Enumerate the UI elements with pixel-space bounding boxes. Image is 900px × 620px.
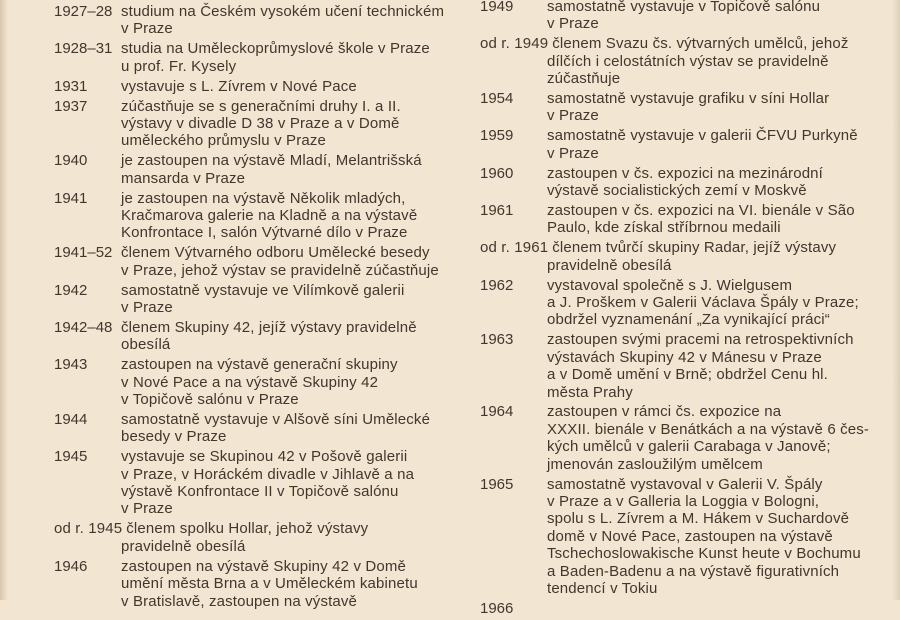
entry-year: 1941–52 — [54, 244, 113, 262]
entry-line: Paulo, kde získal stříbrnou medaili — [547, 219, 781, 237]
chronology-entry — [480, 165, 900, 200]
entry-line: zastoupen v rámci čs. expozice na — [547, 403, 782, 421]
entry-year: 1963 — [480, 331, 514, 349]
chronology-entry — [54, 78, 474, 95]
entry-text — [121, 319, 474, 354]
entry-text — [547, 90, 900, 125]
entry-line: dílčích i celostátních výstav se pravidelně — [547, 52, 829, 70]
entry-line: XXXII. bienále v Benátkách a na výstavě 6 čes- — [547, 420, 870, 438]
entry-line: výstavách Skupiny 42 v Mánesu v Praze — [547, 348, 822, 366]
chronology-entry — [54, 40, 474, 75]
chronology-entry — [54, 3, 474, 38]
chronology-entry — [480, 90, 900, 125]
entry-line: tendencí v Tokiu — [547, 580, 658, 597]
entry-line: studium na Českém vysokém učení technickém — [121, 3, 445, 20]
entry-line: výstavě socialistických zemí v Moskvě — [547, 182, 807, 200]
entry-line: je zastoupen na výstavě Mladí, Melantrišská — [121, 152, 422, 170]
entry-line: samostatně vystavuje ve Vilímkově galerii — [121, 281, 405, 299]
entry-line: zúčastňuje — [547, 70, 621, 88]
entry-year: od r. 1945 — [54, 520, 123, 538]
entry-line: členem Skupiny 42, jejíž výstavy pravidelně — [121, 318, 417, 336]
entry-line: zastoupen na výstavě Skupiny 42 v Domě — [121, 557, 407, 575]
entry-year: 1949 — [480, 0, 514, 15]
entry-year: 1942 — [54, 281, 88, 299]
entry-line: v Praze — [121, 20, 173, 38]
chronology-entry — [480, 202, 900, 237]
entry-text — [121, 40, 474, 75]
chronology-entry — [54, 520, 474, 555]
entry-text — [480, 35, 900, 88]
entry-line: vystavuje s L. Zívrem v Nové Pace — [121, 77, 357, 95]
entry-line: Konfrontace I, salón Výtvarné dílo v Praze — [121, 224, 408, 242]
entry-line: Tschechoslowakische Kunst heute v Bochumu — [547, 545, 861, 563]
entry-text — [547, 277, 900, 329]
entry-text — [547, 202, 900, 237]
entry-text — [121, 558, 474, 610]
entry-line: domě v Nové Pace, zastoupen na výstavě — [547, 527, 833, 545]
entry-line: mansarda v Praze — [121, 169, 246, 187]
entry-line: a Baden-Badenu a na výstavě figurativních — [547, 562, 840, 580]
entry-text — [54, 520, 474, 555]
entry-year: 1937 — [54, 97, 88, 115]
entry-first-line — [480, 239, 900, 256]
entry-text — [547, 476, 900, 598]
entry-text — [547, 600, 900, 617]
chronology-entry — [480, 476, 900, 598]
entry-line: spolu s L. Zívrem a M. Hákem v Suchardově — [547, 510, 850, 528]
entry-line: členem spolku Hollar, jehož výstavy — [126, 520, 369, 538]
entry-line: členem Svazu čs. výtvarných umělců, jehož — [552, 35, 849, 53]
entry-line: členem tvůrčí skupiny Radar, jejíž výstavy — [552, 239, 837, 257]
entry-line: v Nové Pace a na výstavě Skupiny 42 — [121, 373, 379, 391]
chronology-entry — [54, 411, 474, 446]
entry-line: v Topičově salónu v Praze — [121, 391, 299, 409]
entry-text — [121, 282, 474, 317]
chronology-entry — [480, 331, 900, 401]
entry-text — [121, 78, 474, 95]
entry-text — [547, 403, 900, 473]
entry-line: v Praze a v Galleria la Loggia v Bologni, — [547, 492, 820, 510]
chronology-entry — [480, 600, 900, 617]
entry-line: Kračmarova galerie na Kladně a na výstavě — [121, 206, 418, 224]
chronology-left-column — [54, 3, 474, 612]
entry-text — [121, 190, 474, 242]
chronology-entry — [480, 35, 900, 87]
entry-line: zastoupen v čs. expozici na VI. bienále v São — [547, 201, 855, 219]
entry-line: studia na Uměleckoprůmyslové škole v Praze — [121, 40, 430, 58]
entry-year: 1940 — [54, 152, 88, 170]
entry-line: a J. Proškem v Galerii Václava Špály v Praze; — [547, 294, 859, 311]
entry-line: kých umělců v galerii Carabaga v Janově; — [547, 438, 831, 456]
entry-year: od r. 1961 — [480, 239, 549, 257]
entry-text — [121, 411, 474, 446]
entry-line: u prof. Fr. Kysely — [121, 57, 237, 75]
entry-line: jmenován zasloužilým umělcem — [547, 455, 763, 473]
chronology-entry — [54, 319, 474, 354]
entry-line: samostatně vystavoval v Galerii V. Špály — [547, 475, 823, 493]
chronology-entry — [480, 0, 900, 33]
entry-year: 1942–48 — [54, 318, 113, 336]
entry-line: v Praze — [121, 500, 173, 518]
entry-line: vystavoval společně s J. Wielgusem — [547, 276, 793, 294]
entry-line: zastoupen v čs. expozici na mezinárodní — [547, 164, 823, 182]
entry-text — [121, 448, 474, 518]
chronology-entry — [54, 448, 474, 518]
entry-text — [547, 331, 900, 401]
entry-line: a v Domě umění v Brně; obdržel Cenu hl. — [547, 366, 828, 384]
entry-year: 1959 — [480, 127, 514, 145]
entry-line: výstavy v divadle D 38 v Praze a v Domě — [121, 114, 400, 132]
entry-line: města Prahy — [547, 383, 633, 401]
entry-line: v Praze — [547, 15, 599, 33]
chronology-right-column — [480, 0, 900, 620]
entry-line: je zastoupen na výstavě Několik mladých, — [121, 189, 406, 207]
entry-text — [121, 98, 474, 150]
entry-line: v Praze, jehož výstav se pravidelně zúčastňuje — [121, 261, 439, 279]
entry-year: 1931 — [54, 77, 88, 95]
chronology-entry — [54, 152, 474, 187]
entry-year: 1966 — [480, 599, 514, 617]
entry-line: obesílá — [121, 336, 171, 354]
entry-line: samostatně vystavuje v Topičově salónu — [547, 0, 821, 15]
entry-line: samostatně vystavuje v Alšově síni Umělecké — [121, 410, 431, 428]
entry-line: v Praze, v Horáckém divadle v Jihlavě a na — [121, 465, 415, 483]
entry-line: besedy v Praze — [121, 428, 227, 446]
entry-line: samostatně vystavuje grafiku v síni Hollar — [547, 90, 830, 108]
entry-text — [121, 356, 474, 408]
entry-year: 1944 — [54, 410, 88, 428]
entry-year: 1927–28 — [54, 3, 113, 20]
chronology-entry — [54, 244, 474, 279]
entry-line: v Praze — [121, 299, 173, 316]
chronology-entry — [480, 403, 900, 473]
chronology-entry — [54, 282, 474, 317]
entry-year: 1961 — [480, 201, 514, 219]
entry-text — [121, 152, 474, 187]
entry-line: zastoupen na výstavě generační skupiny — [121, 356, 398, 374]
chronology-entry — [54, 98, 474, 150]
entry-line: v Bratislavě, zastoupen na výstavě — [121, 592, 358, 610]
entry-first-line — [480, 35, 900, 52]
entry-year: 1964 — [480, 403, 514, 421]
entry-line: v Praze — [547, 144, 599, 162]
entry-line: samostatně vystavuje v galerii ČFVU Purkyně — [547, 127, 858, 145]
entry-line: umění města Brna a v Uměleckém kabinetu — [121, 575, 418, 593]
chronology-entry — [54, 190, 474, 242]
page-edge-shadow-left — [0, 0, 8, 600]
entry-text — [547, 165, 900, 200]
entry-line: pravidelně obesílá — [121, 537, 246, 555]
chronology-entry — [480, 127, 900, 162]
entry-year: 1954 — [480, 90, 514, 108]
entry-line: pravidelně obesílá — [547, 256, 672, 274]
entry-line: členem Výtvarného odboru Umělecké besedy — [121, 244, 430, 262]
entry-text — [547, 0, 900, 33]
entry-line: uměleckého průmyslu v Praze — [121, 132, 326, 150]
entry-year: 1945 — [54, 448, 88, 466]
entry-line: obdržel vyznamenání „Za vynikající práci“ — [547, 311, 830, 329]
entry-line: výstavě Konfrontace II v Topičově salónu — [121, 483, 399, 501]
entry-line: zastoupen svými pracemi na retrospektivních — [547, 331, 854, 349]
chronology-entry — [54, 356, 474, 408]
entry-line: vystavuje se Skupinou 42 v Pošově galerii — [121, 448, 408, 466]
entry-text — [121, 3, 474, 38]
entry-year: 1960 — [480, 164, 514, 182]
chronology-entry — [54, 558, 474, 610]
entry-line: v Praze — [547, 107, 599, 125]
entry-year: 1946 — [54, 557, 88, 575]
entry-year: 1962 — [480, 276, 514, 294]
entry-year: 1943 — [54, 356, 88, 374]
entry-year: 1941 — [54, 189, 88, 207]
entry-text — [121, 244, 474, 279]
entry-year: 1965 — [480, 475, 514, 493]
entry-year: od r. 1949 — [480, 35, 549, 53]
entry-year: 1928–31 — [54, 40, 113, 58]
entry-text — [480, 239, 900, 274]
chronology-entry — [480, 239, 900, 274]
entry-text — [547, 127, 900, 162]
entry-first-line — [54, 520, 474, 537]
chronology-entry — [480, 277, 900, 329]
entry-line: zúčastňuje se s generačními druhy I. a II. — [121, 97, 401, 115]
